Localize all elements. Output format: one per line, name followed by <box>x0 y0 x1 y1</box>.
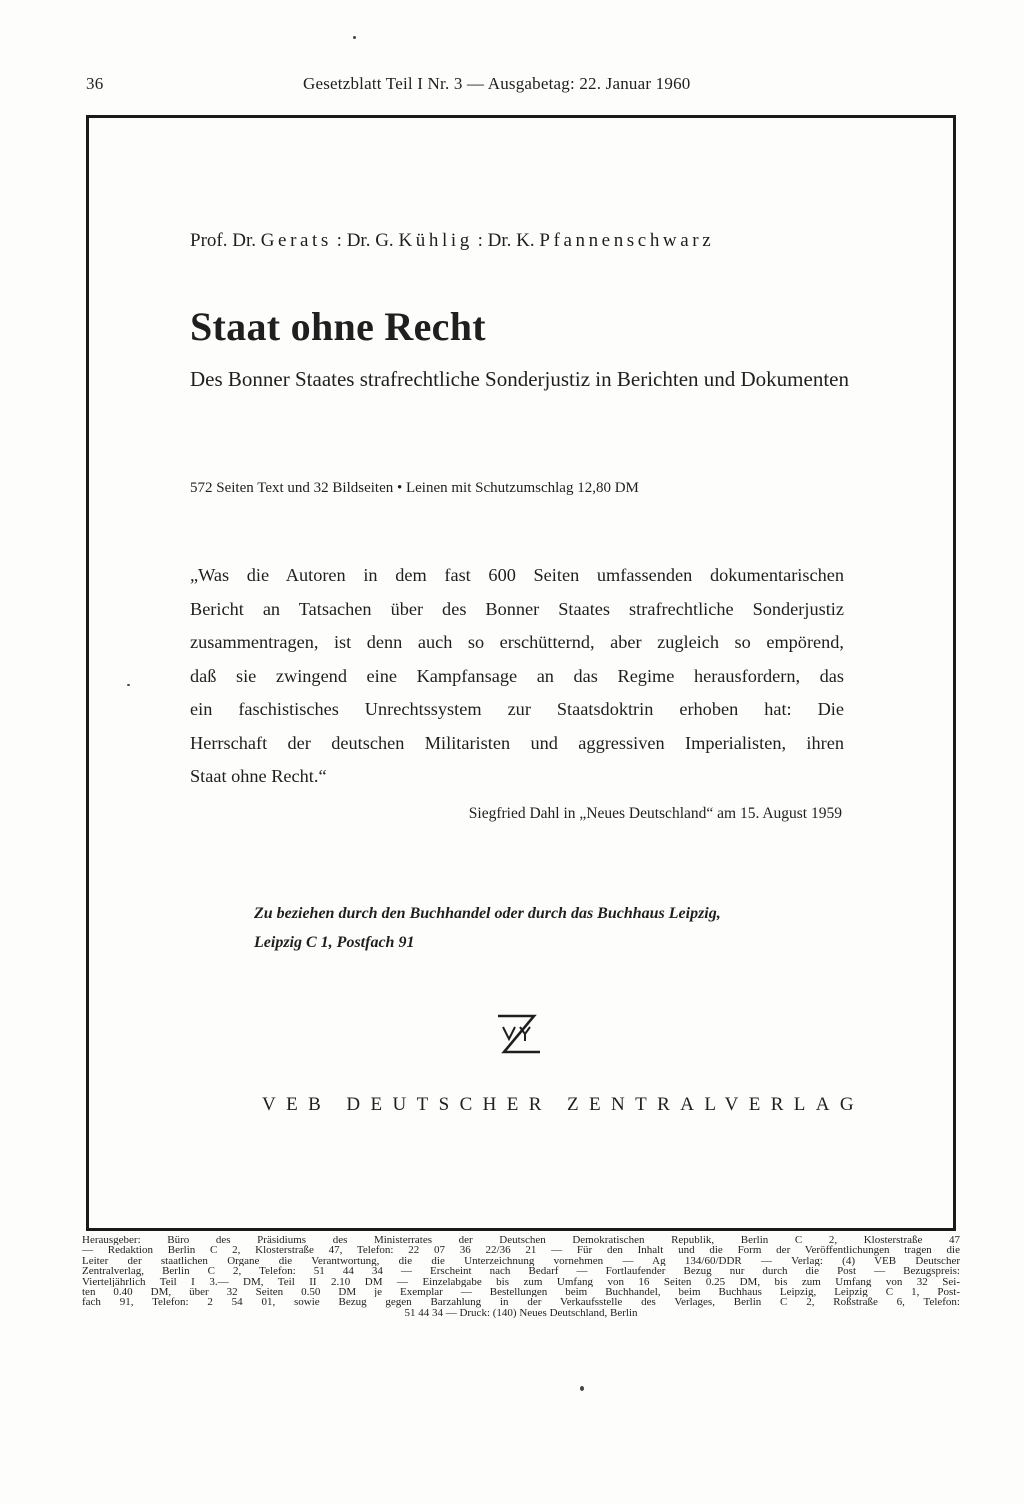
page-header <box>86 74 966 98</box>
imprint-line: Herausgeber: Büro des Präsidiums des Ministerrates der Deutschen Demokratischen Republik, Berlin C 2, Klosterstraße 47 <box>82 1235 960 1246</box>
print-speck <box>580 1386 584 1391</box>
quote-line: „Was die Autoren in dem fast 600 Seiten umfassenden dokumentarischen <box>190 565 844 585</box>
imprint-line: Vierteljährlich Teil I 3.— DM, Teil II 2.10 DM — Einzelabgabe bis zum Umfang von 16 Seiten 0.25 DM, bis zum Umfang von 32 Sei- <box>82 1276 960 1288</box>
quote-line: Herrschaft der deutschen Militaristen und aggressiven Imperialisten, ihren <box>190 732 844 753</box>
quote-line: Bericht an Tatsachen über des Bonner Staates strafrechtliche Sonderjustiz <box>190 598 844 619</box>
book-specs: 572 Seiten Text und 32 Bildseiten • Leinen mit Schutzumschlag 12,80 DM <box>190 480 639 496</box>
imprint-line: ten 0.40 DM, über 32 Seiten 0.50 DM je Exemplar — Bestellungen beim Buchhandel, beim Buchhaus Leipzig, Leipzig C 1, Post- <box>82 1287 960 1298</box>
gazette-title: Gesetzblatt Teil I Nr. 3 — Ausgabetag: 22. Januar 1960 <box>303 74 691 93</box>
imprint <box>82 1235 960 1318</box>
authors-line <box>190 230 714 252</box>
imprint-line: — Redaktion Berlin C 2, Klosterstraße 47, Telefon: 22 07 36 22/36 21 — Für den Inhalt und die Form der Veröffentlichungen tragen die <box>82 1245 960 1256</box>
order-line: Zu beziehen durch den Buchhandel oder durch das Buchhaus Leipzig, <box>254 905 721 922</box>
author-separator: : <box>477 230 483 251</box>
author-separator: : <box>336 230 342 251</box>
quote-line: zusammentragen, ist denn auch so erschütternd, aber zugleich so empörend, <box>190 632 844 652</box>
publisher-name: VEB DEUTSCHER ZENTRALVERLAG <box>262 1094 865 1115</box>
quote-line: daß sie zwingend eine Kampfansage an das Regime herausfordern, das <box>190 665 844 686</box>
print-speck <box>353 36 356 39</box>
imprint-line: Zentralverlag, Berlin C 2, Telefon: 51 44 34 — Erscheint nach Bedarf — Fortlaufender Bezug nur durch die Post — Bezugspreis: <box>82 1266 960 1277</box>
quote-attribution: Siegfried Dahl in „Neues Deutschland“ am 15. August 1959 <box>468 805 842 822</box>
author-1-name: Gerats <box>260 230 332 251</box>
author-3-prefix: Dr. K. <box>487 230 535 251</box>
order-line: Leipzig C 1, Postfach 91 <box>254 934 415 951</box>
quote-line: ein faschistisches Unrechtssystem zur Staatsdoktrin erhoben hat: Die <box>190 699 844 719</box>
print-speck <box>127 684 130 686</box>
order-info <box>254 899 844 957</box>
review-quote <box>190 559 844 794</box>
imprint-line: fach 91, Telefon: 2 54 01, sowie Bezug gegen Barzahlung in der Verkaufsstelle des Verlages, Berlin C 2, Roßstraße 6, Telefon: <box>82 1297 960 1308</box>
author-2-prefix: Dr. G. <box>346 230 394 251</box>
quote-line: Staat ohne Recht.“ <box>190 766 327 786</box>
book-title: Staat ohne Recht <box>190 304 486 349</box>
author-1-prefix: Prof. Dr. <box>190 230 256 251</box>
imprint-line: 51 44 34 — Druck: (140) Neues Deutschland, Berlin <box>404 1307 638 1319</box>
page-number: 36 <box>86 74 104 93</box>
author-2-name: Kühlig <box>398 230 473 251</box>
imprint-line: Leiter der staatlichen Organe die Verantwortung, die die Unterzeichnung vornehmen — Ag 134/60/DDR — Verlag: (4) VEB Deutscher <box>82 1255 960 1267</box>
author-3-name: Pfannenschwarz <box>539 230 715 251</box>
book-subtitle: Des Bonner Staates strafrechtliche Sonderjustiz in Berichten und Dokumenten <box>190 367 849 391</box>
publisher-logo-icon <box>494 1012 544 1058</box>
